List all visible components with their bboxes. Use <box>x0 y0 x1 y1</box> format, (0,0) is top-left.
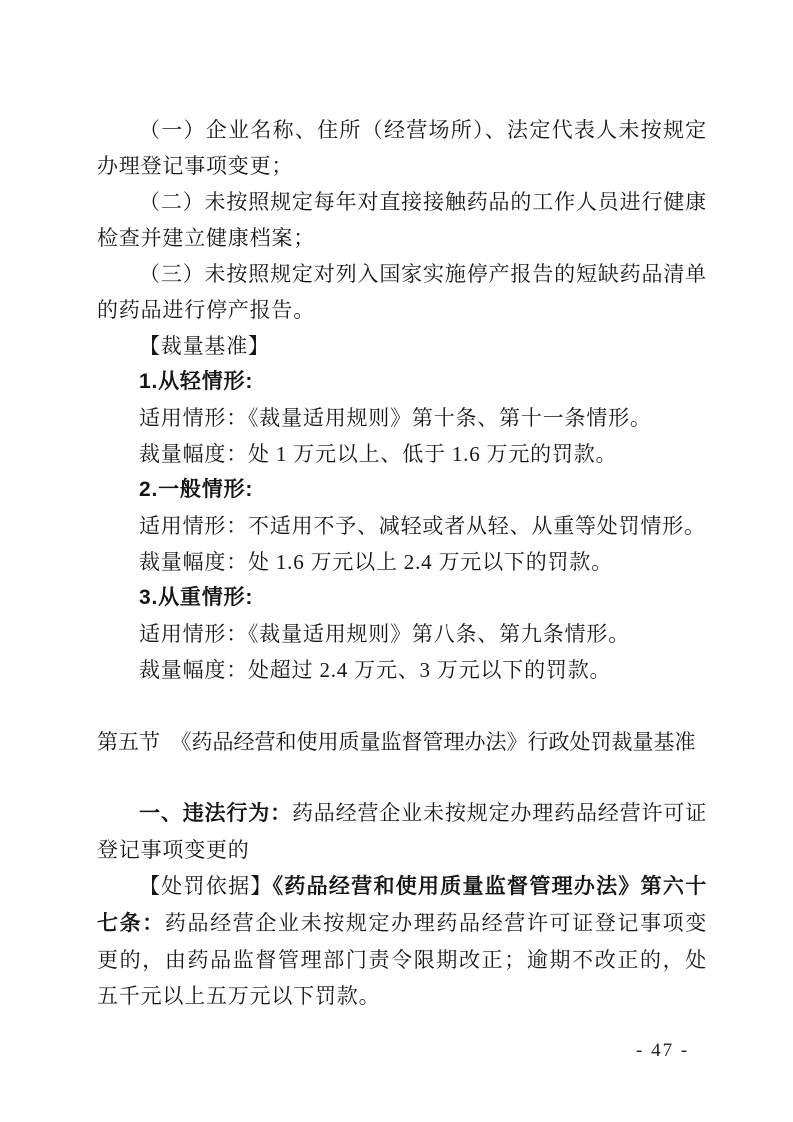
penalty-basis-text: 药品经营企业未按规定办理药品经营许可证登记事项变更的，由药品监督管理部门责令限期改正；逾期不改正的，处五千元以上五万元以下罚款。 <box>97 911 707 1008</box>
penalty-basis-paragraph <box>97 868 707 1014</box>
clause-item-3: （三）未按照规定对列入国家实施停产报告的短缺药品清单的药品进行停产报告。 <box>97 262 707 322</box>
discretion-range-general: 裁量幅度：处 1.6 万元以上 2.4 万元以下的罚款。 <box>139 550 613 574</box>
clause-item-2: （二）未按照规定每年对直接接触药品的工作人员进行健康检查并建立健康档案； <box>97 190 707 250</box>
violation-paragraph <box>97 795 707 868</box>
page-number: - 47 - <box>636 1040 690 1061</box>
penalty-basis-citation: 《药品经营和使用质量监督管理办法》第六十七条： <box>97 875 707 935</box>
discretion-basis-label: 【裁量基准】 <box>139 334 270 358</box>
subhead-lenient: 1.从轻情形: <box>139 370 254 393</box>
subhead-severe: 3.从重情形: <box>139 586 254 609</box>
penalty-basis-bracket-label: 【处罚依据】 <box>139 874 273 898</box>
section-heading: 第五节 《药品经营和使用质量监督管理办法》行政处罚裁量基准 <box>97 730 696 754</box>
discretion-range-severe: 裁量幅度：处超过 2.4 万元、3 万元以下的罚款。 <box>139 658 612 682</box>
document-content <box>97 112 707 1014</box>
applicable-scenario-general: 适用情形：不适用不予、减轻或者从轻、从重等处罚情形。 <box>139 514 706 538</box>
applicable-scenario-severe: 适用情形：《裁量适用规则》第八条、第九条情形。 <box>139 622 630 646</box>
applicable-scenario-lenient: 适用情形：《裁量适用规则》第十条、第十一条情形。 <box>139 406 652 430</box>
discretion-range-lenient: 裁量幅度：处 1 万元以上、低于 1.6 万元的罚款。 <box>139 442 618 466</box>
clause-item-1: （一）企业名称、住所（经营场所）、法定代表人未按规定办理登记事项变更； <box>97 118 707 178</box>
violation-lead-label: 一、违法行为： <box>139 802 292 825</box>
violation-text: 药品经营企业未按规定办理药品经营许可证登记事项变更的 <box>97 801 707 862</box>
subhead-general: 2.一般情形: <box>139 478 254 501</box>
